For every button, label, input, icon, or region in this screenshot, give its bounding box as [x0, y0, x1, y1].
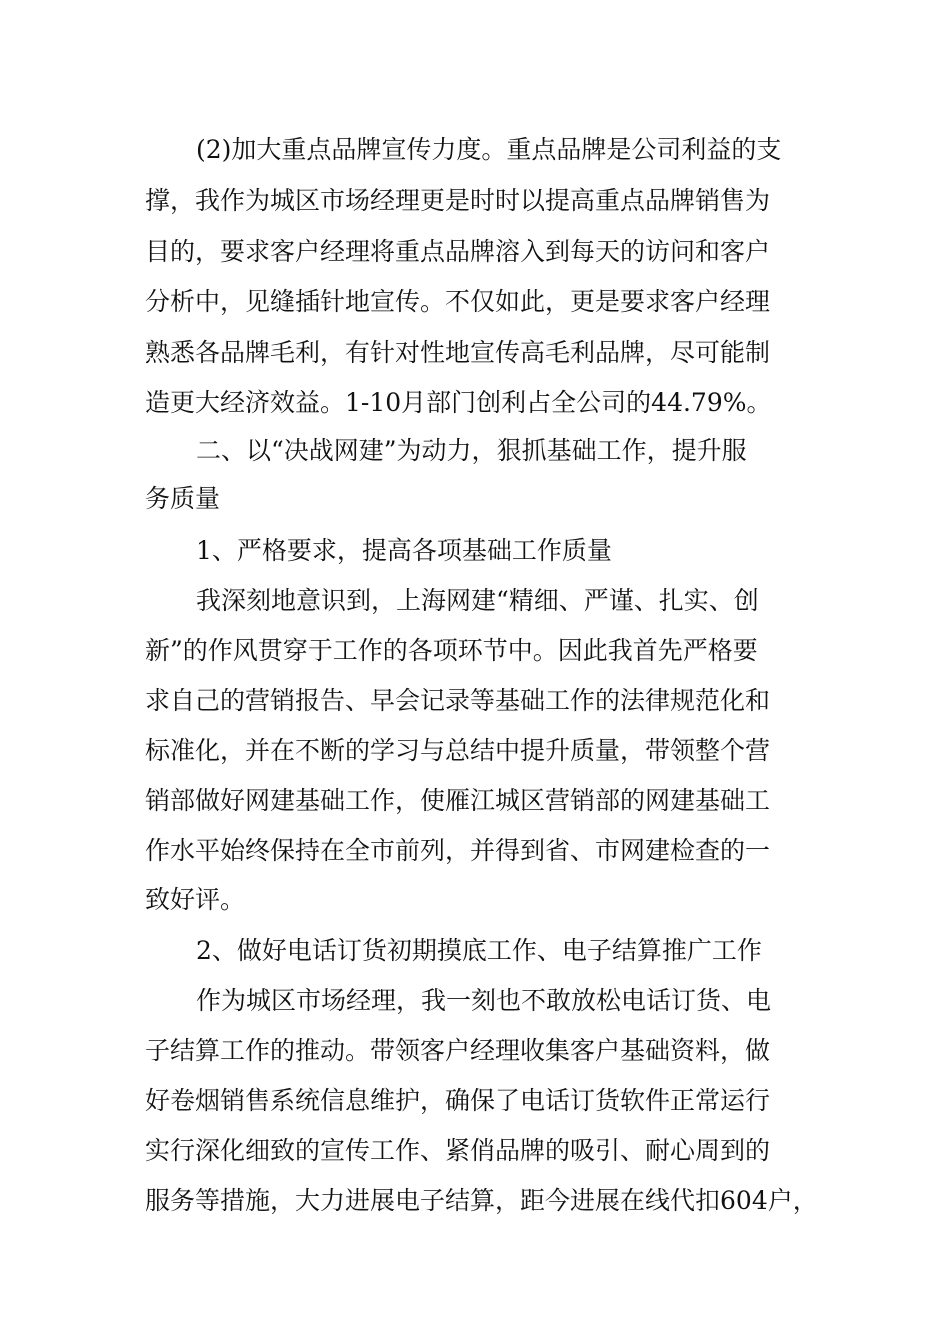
- paragraph-line: 分析中，见缝插针地宣传。不仅如此，更是要求客户经理: [145, 287, 771, 316]
- paragraph-line: 作水平始终保持在全市前列，并得到省、市网建检查的一: [145, 836, 771, 865]
- subsection-heading: 2、做好电话订货初期摸底工作、电子结算推广工作: [196, 936, 762, 965]
- paragraph-line: 标准化，并在不断的学习与总结中提升质量，带领整个营: [145, 736, 771, 765]
- paragraph-line: 目的，要求客户经理将重点品牌溶入到每天的访问和客户: [145, 237, 771, 266]
- paragraph-line: 作为城区市场经理，我一刻也不敢放松电话订货、电: [196, 986, 772, 1015]
- paragraph-line: 新”的作风贯穿于工作的各项环节中。因此我首先严格要: [145, 636, 758, 665]
- paragraph-line: 造更大经济效益。1-10月部门创利占全公司的44.79%。: [145, 388, 772, 417]
- paragraph-line: 服务等措施，大力进展电子结算，距今进展在线代扣604户，: [145, 1186, 818, 1215]
- section-heading: 二、以“决战网建”为动力，狠抓基础工作，提升服: [196, 436, 747, 465]
- paragraph-line: 销部做好网建基础工作，使雁江城区营销部的网建基础工: [145, 786, 771, 815]
- paragraph-line: (2)加大重点品牌宣传力度。重点品牌是公司利益的支: [196, 135, 782, 164]
- section-heading-continued: 务质量: [145, 484, 221, 513]
- paragraph-line: 求自己的营销报告、早会记录等基础工作的法律规范化和: [145, 686, 771, 715]
- paragraph-line: 好卷烟销售系统信息维护，确保了电话订货软件正常运行: [145, 1086, 771, 1115]
- paragraph-line: 实行深化细致的宣传工作、紧俏品牌的吸引、耐心周到的: [145, 1136, 771, 1165]
- paragraph-line: 撑，我作为城区市场经理更是时时以提高重点品牌销售为: [145, 186, 771, 215]
- paragraph-line: 子结算工作的推动。带领客户经理收集客户基础资料，做: [145, 1036, 771, 1065]
- paragraph-line: 我深刻地意识到，上海网建“精细、严谨、扎实、创: [196, 586, 759, 615]
- paragraph-line: 熟悉各品牌毛利，有针对性地宣传高毛利品牌，尽可能制: [145, 338, 771, 367]
- subsection-heading: 1、严格要求，提高各项基础工作质量: [196, 536, 612, 565]
- paragraph-line: 致好评。: [145, 885, 246, 914]
